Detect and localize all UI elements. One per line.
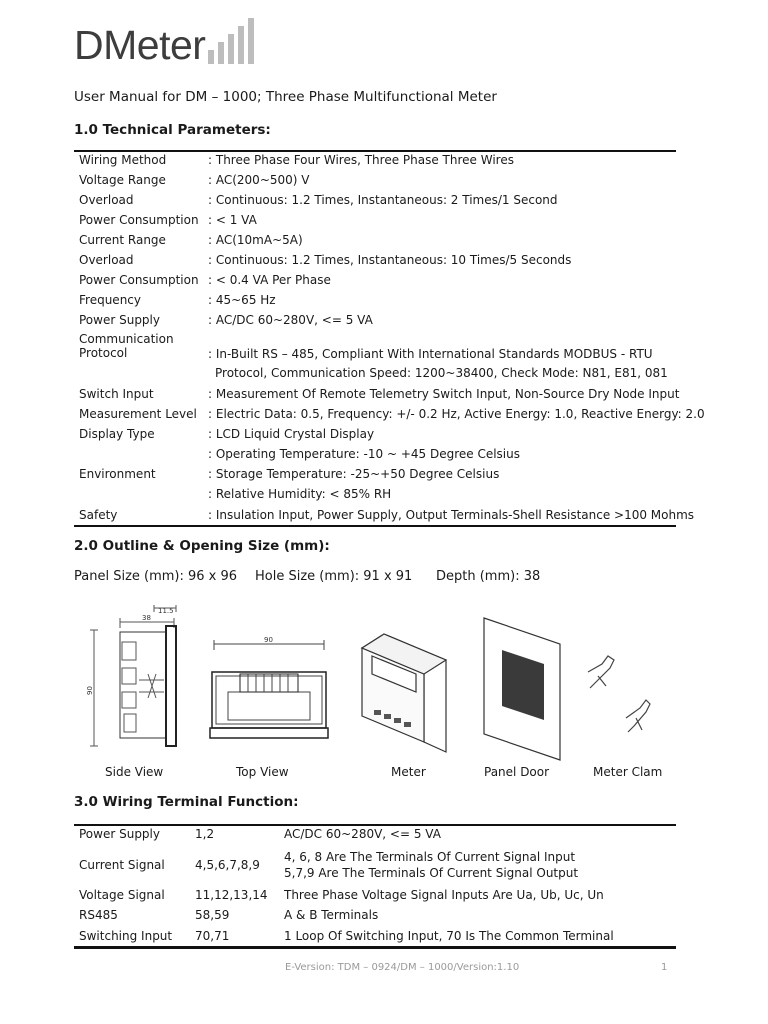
table-bottom-rule: [74, 525, 676, 527]
param-value: : AC(200~500) V: [208, 173, 310, 187]
dim-label: 11.5: [158, 607, 174, 615]
dim-label: 90: [86, 686, 94, 695]
meter-clamp-drawing: [584, 652, 654, 742]
caption-top-view: Top View: [236, 765, 289, 779]
param-label: Wiring Method: [79, 153, 167, 167]
footer-version: E-Version: TDM – 0924/DM – 1000/Version:1.10: [285, 962, 520, 973]
param-label: Overload: [79, 193, 134, 207]
document-title: User Manual for DM – 1000; Three Phase Multifunctional Meter: [74, 89, 497, 105]
table-row: [79, 253, 679, 273]
table-row: [79, 427, 679, 447]
param-value: : < 1 VA: [208, 213, 257, 227]
param-value: : < 0.4 VA Per Phase: [208, 273, 331, 287]
param-label: Power Consumption: [79, 213, 199, 227]
table-bottom-rule: [74, 946, 676, 949]
side-view-drawing: [84, 602, 184, 754]
table-row: [79, 447, 679, 507]
dim-label: 38: [142, 614, 151, 622]
param-value: : Measurement Of Remote Telemetry Switch Input, Non-Source Dry Node Input: [208, 387, 680, 401]
param-value: : AC(10mA~5A): [208, 233, 303, 247]
terminal-numbers: 11,12,13,14: [195, 888, 268, 902]
param-value: : AC/DC 60~280V, <= 5 VA: [208, 313, 373, 327]
caption-meter-clam: Meter Clam: [593, 765, 663, 779]
param-value: : Three Phase Four Wires, Three Phase Three Wires: [208, 153, 514, 167]
param-value-continued: Protocol, Communication Speed: 1200~38400, Check Mode: N81, E81, 081: [215, 366, 668, 380]
table-top-rule: [74, 824, 676, 826]
terminal-function-continued: 5,7,9 Are The Terminals Of Current Signal Output: [284, 866, 579, 880]
panel-door-drawing: [480, 616, 566, 762]
param-label: Frequency: [79, 293, 141, 307]
param-label: Power Consumption: [79, 273, 199, 287]
param-label: Measurement Level: [79, 407, 197, 421]
param-value: : Continuous: 1.2 Times, Instantaneous: 2 Times/1 Second: [208, 193, 558, 207]
param-value: : Insulation Input, Power Supply, Output Terminals-Shell Resistance >100 Mohms: [208, 508, 695, 522]
logo-text: DMeter: [74, 22, 206, 68]
param-label: Overload: [79, 253, 134, 267]
param-value: : Continuous: 1.2 Times, Instantaneous: 10 Times/5 Seconds: [208, 253, 572, 267]
terminal-function: 1 Loop Of Switching Input, 70 Is The Common Terminal: [284, 929, 614, 943]
param-value: : In-Built RS – 485, Compliant With International Standards MODBUS - RTU: [208, 347, 653, 361]
param-value: : 45~65 Hz: [208, 293, 276, 307]
param-label: Voltage Range: [79, 173, 166, 187]
terminal-function: AC/DC 60~280V, <= 5 VA: [284, 827, 441, 841]
table-row: [79, 332, 679, 380]
terminal-function: Three Phase Voltage Signal Inputs Are Ua, Ub, Uc, Un: [284, 888, 604, 902]
param-label: Power Supply: [79, 313, 160, 327]
table-row: [79, 173, 679, 193]
table-row: [79, 387, 679, 407]
table-row: [79, 313, 679, 333]
param-value: : Storage Temperature: -25~+50 Degree Celsius: [208, 467, 500, 481]
signal-name: Switching Input: [79, 929, 173, 943]
caption-side-view: Side View: [105, 765, 164, 779]
terminal-numbers: 70,71: [195, 929, 230, 943]
section-heading-outline: 2.0 Outline & Opening Size (mm):: [74, 538, 330, 554]
param-label: Current Range: [79, 233, 166, 247]
page-number: 1: [661, 962, 668, 973]
signal-name: Current Signal: [79, 858, 165, 872]
signal-name: Voltage Signal: [79, 888, 165, 902]
table-row: [79, 293, 679, 313]
param-label: Switch Input: [79, 387, 154, 401]
param-value: : Electric Data: 0.5, Frequency: +/- 0.2 Hz, Active Energy: 1.0, Reactive Energy: 2.0: [208, 407, 705, 421]
terminal-function: 4, 6, 8 Are The Terminals Of Current Signal Input: [284, 850, 576, 864]
param-label: Display Type: [79, 427, 155, 441]
param-value: : Relative Humidity: < 85% RH: [208, 487, 392, 501]
depth-size: Depth (mm): 38: [436, 569, 541, 584]
table-row: [79, 273, 679, 293]
table-row: [79, 213, 679, 233]
param-label: Environment: [79, 467, 156, 481]
terminal-numbers: 1,2: [195, 827, 215, 841]
section-heading-technical-parameters: 1.0 Technical Parameters:: [74, 122, 271, 138]
terminal-numbers: 58,59: [195, 908, 230, 922]
param-value: : LCD Liquid Crystal Display: [208, 427, 375, 441]
table-row: [79, 233, 679, 253]
terminal-numbers: 4,5,6,7,8,9: [195, 858, 260, 872]
param-label: Communication Protocol: [79, 332, 174, 360]
terminal-function: A & B Terminals: [284, 908, 379, 922]
table-row: [79, 193, 679, 213]
top-view-drawing: [206, 632, 332, 752]
signal-name: RS485: [79, 908, 118, 922]
param-label: Safety: [79, 508, 118, 522]
table-row: [79, 153, 679, 173]
signal-name: Power Supply: [79, 827, 160, 841]
dim-label: 90: [264, 636, 273, 644]
meter-drawing: [354, 624, 464, 756]
dmeter-logo: [74, 18, 254, 66]
panel-size: Panel Size (mm): 96 x 96: [74, 569, 238, 584]
param-value: : Operating Temperature: -10 ~ +45 Degree Celsius: [208, 447, 520, 461]
table-row: [79, 407, 705, 427]
hole-size: Hole Size (mm): 91 x 91: [255, 569, 413, 584]
caption-meter: Meter: [391, 765, 426, 779]
caption-panel-door: Panel Door: [484, 765, 550, 779]
table-top-rule: [74, 150, 676, 152]
section-heading-wiring: 3.0 Wiring Terminal Function:: [74, 794, 299, 810]
signal-bars-icon: [208, 18, 254, 64]
